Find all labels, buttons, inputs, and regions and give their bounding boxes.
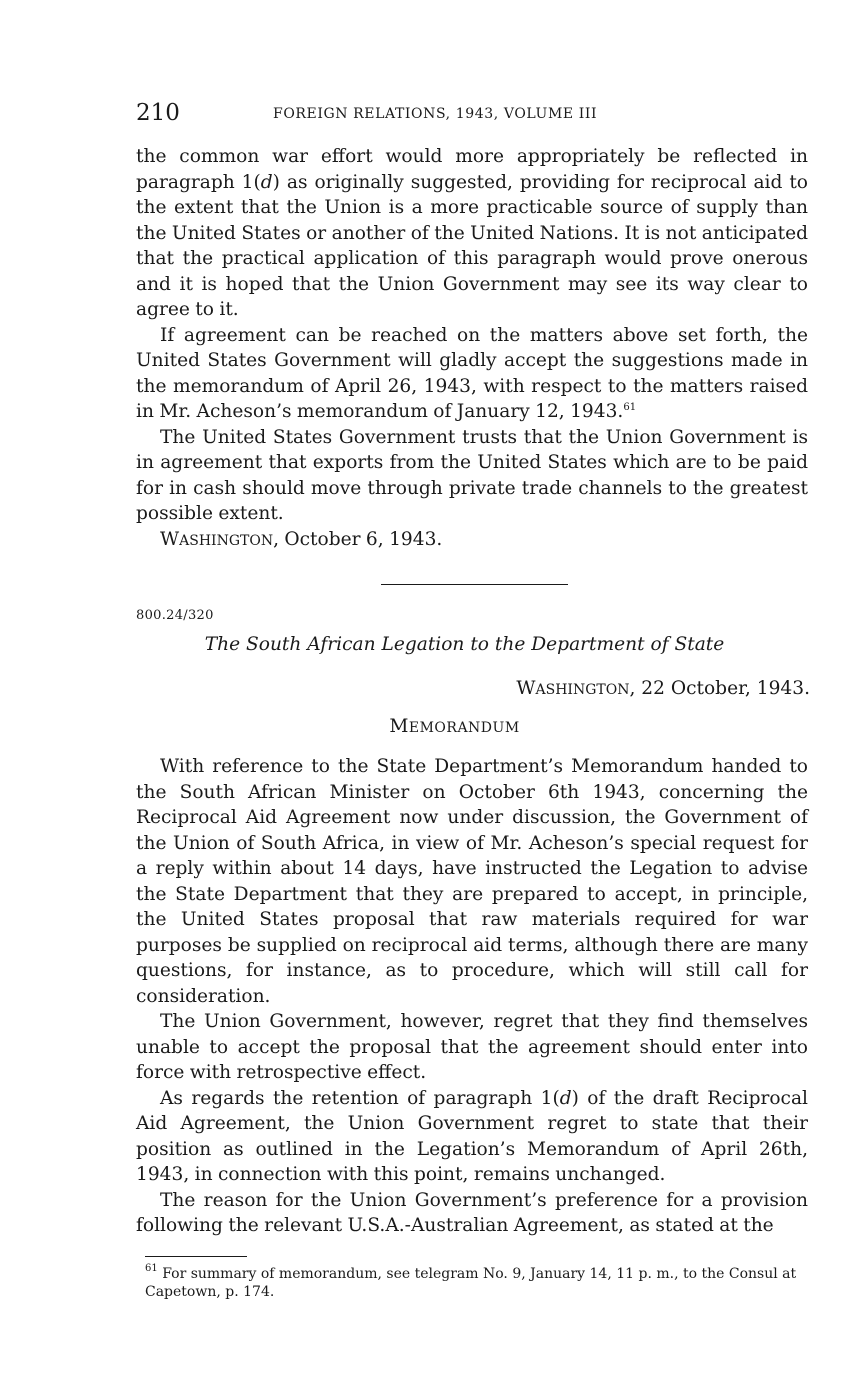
section-2-body xyxy=(136,754,808,1239)
section-2-paragraph-1: With reference to the State Department’s Memorandum handed to the South African Minister on October 6th 1943, concerning the Reciprocal Aid Agreement now under discussion, the Government of the Union of South Africa, in view of Mr. Acheson’s special request for a reply within about 14 days, have instructed the Legation to advise the State Department that they are prepared to accept, in principle, the United States proposal that raw materials required for war purposes be supplied on reciprocal aid terms, although there are many questions, for instance, as to procedure, which will still call for consideration. xyxy=(136,756,808,1007)
dateline: WASHINGTON, 22 October, 1943. xyxy=(516,678,810,699)
footnote-ref-61[interactable]: 61 xyxy=(623,402,637,413)
section-1-body xyxy=(136,144,808,554)
section-1-paragraph-3: The United States Government trusts that the Union Government is in agreement that exports from the United States which are to be paid for in cash should move through private trade channels to the greatest possible extent. xyxy=(136,426,808,524)
page-number: 210 xyxy=(136,100,180,126)
section-1-paragraph-1: the common war effort would more appropriately be reflected in paragraph 1(d) as originally suggested, providing for reciprocal aid to the extent that the Union is a more practicable source of supply than the United States or another of the United Nations. It is not anticipated that the practical application of this paragraph would prove onerous and it is hoped that the Union Government may see its way clear to agree to it. xyxy=(136,146,808,320)
section-1-paragraph-2: If agreement can be reached on the matters above set forth, the United States Government will gladly accept the suggestions made in the memorandum of April 26, 1943, with respect to the matters raised in Mr. Acheson’s memorandum of January 12, 1943.61 xyxy=(136,324,808,422)
section-2-paragraph-2: The Union Government, however, regret that they find themselves unable to accept the proposal that the agreement should enter into force with retrospective effect. xyxy=(136,1011,808,1083)
footnote-rule xyxy=(145,1256,247,1257)
section-1-signoff: WASHINGTON, October 6, 1943. xyxy=(160,528,443,550)
memorandum-label: MEMORANDUM xyxy=(389,716,520,737)
file-number: 800.24/320 xyxy=(136,608,214,623)
section-2-paragraph-4: The reason for the Union Government’s preference for a provision following the relevant U.S.A.-Australian Agreement, as stated at the xyxy=(136,1189,808,1236)
page-header xyxy=(136,100,808,130)
document-title: The South African Legation to the Department of State xyxy=(204,634,725,655)
section-divider xyxy=(381,584,568,585)
footnote-text: For summary of memorandum, see telegram No. 9, January 14, 11 p. m., to the Consul at Capetown, p. 174. xyxy=(145,1266,797,1300)
running-title: FOREIGN RELATIONS, 1943, VOLUME III xyxy=(273,106,598,122)
footnote-marker: 61 xyxy=(145,1263,158,1274)
footnote xyxy=(145,1265,815,1301)
section-2-paragraph-3: As regards the retention of paragraph 1(d) of the draft Reciprocal Aid Agreement, the Union Government regret to state that their position as outlined in the Legation’s Memorandum of April 26th, 1943, in connection with this point, remains unchanged. xyxy=(136,1087,808,1185)
